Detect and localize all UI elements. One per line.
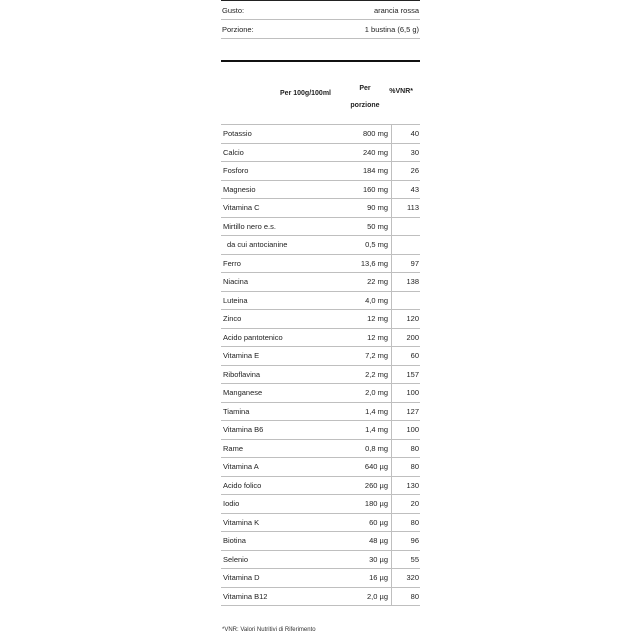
nutrient-value: 800 mg [332,125,392,143]
table-row [221,440,420,459]
table-row [221,458,420,477]
header-per-porzione-line2: porzione [350,102,380,109]
porzione-label: Porzione: [222,24,254,34]
nutrient-name: Vitamina C [223,203,260,213]
table-header [221,62,420,125]
nutrient-name: Vitamina K [223,517,260,527]
table-row [221,588,420,607]
nutrient-vnr: 60 [410,351,419,361]
table-row [221,551,420,570]
nutrient-value: 60 µg [332,514,392,532]
table-row [221,347,420,366]
nutrient-name: Biotina [223,536,246,546]
nutrient-vnr: 43 [410,184,419,194]
nutrient-value: 7,2 mg [332,347,392,365]
nutrient-value: 640 µg [332,458,392,476]
table-body [221,125,420,606]
table-row [221,181,420,200]
nutrient-name: Vitamina B6 [223,425,264,435]
table-row [221,329,420,348]
table-row [221,255,420,274]
nutrient-value: 16 µg [332,569,392,587]
footnote: *VNR: Valori Nutritivi di Riferimento [222,627,316,633]
nutrient-vnr: 97 [410,258,419,268]
table-row [221,495,420,514]
table-row [221,199,420,218]
nutrient-value: 13,6 mg [332,255,392,273]
nutrient-value: 90 mg [332,199,392,217]
nutrient-value: 22 mg [332,273,392,291]
table-row [221,532,420,551]
nutrient-value: 184 mg [332,162,392,180]
table-row [221,421,420,440]
nutrient-value: 12 mg [332,329,392,347]
nutrient-vnr: 26 [410,166,419,176]
nutrient-value: 12 mg [332,310,392,328]
nutrient-value: 4,0 mg [332,292,392,310]
table-row [221,144,420,163]
nutrient-name: Tiamina [223,406,250,416]
table-row [221,384,420,403]
nutrient-vnr: 80 [410,462,419,472]
nutrient-name: Luteina [223,295,248,305]
nutrient-vnr: 80 [410,591,419,601]
nutrient-vnr: 113 [407,203,419,213]
nutrient-name: Acido folico [223,480,262,490]
nutrient-name: Acido pantotenico [223,332,283,342]
table-row [221,477,420,496]
nutrient-name: Selenio [223,554,249,564]
gusto-label: Gusto: [222,5,245,15]
product-info [221,0,420,39]
nutrient-value: 30 µg [332,551,392,569]
nutrient-name: Calcio [223,147,244,157]
table-row [221,366,420,385]
nutrient-value: 2,0 mg [332,384,392,402]
nutrient-name: Zinco [223,314,242,324]
nutrient-vnr: 127 [406,406,419,416]
nutrient-name: Iodio [223,499,240,509]
nutrient-value: 180 µg [332,495,392,513]
nutrient-name: Ferro [223,258,241,268]
nutrient-name: Vitamina A [223,462,259,472]
header-vnr: %VNR* [389,88,413,95]
nutrient-name: da cui antocianine [227,240,288,250]
nutrient-vnr: 320 [406,573,419,583]
nutrient-vnr: 40 [410,129,419,139]
nutrient-vnr: 100 [406,388,419,398]
nutrition-table [221,60,420,606]
nutrient-value: 2,2 mg [332,366,392,384]
nutrient-name: Mirtillo nero e.s. [223,221,276,231]
nutrient-vnr: 138 [406,277,419,287]
nutrient-name: Riboflavina [223,369,261,379]
table-row [221,514,420,533]
nutrient-vnr: 157 [406,369,419,379]
table-row [221,162,420,181]
nutrient-value: 2,0 µg [332,588,392,606]
header-per-porzione [350,80,380,114]
nutrient-value: 48 µg [332,532,392,550]
nutrient-vnr: 20 [410,499,419,509]
porzione-row [221,20,420,39]
nutrient-name: Vitamina E [223,351,260,361]
nutrient-vnr: 55 [410,554,419,564]
nutrient-name: Niacina [223,277,249,287]
nutrient-value: 0,5 mg [332,236,392,254]
table-row [221,236,420,255]
nutrient-name: Vitamina D [223,573,260,583]
table-row [221,218,420,237]
porzione-value: 1 bustina (6,5 g) [364,24,419,34]
nutrient-vnr: 80 [410,443,419,453]
nutrient-value: 260 µg [332,477,392,495]
nutrient-name: Magnesio [223,184,256,194]
table-row [221,310,420,329]
table-row [221,273,420,292]
nutrient-name: Potassio [223,129,252,139]
nutrient-value: 240 mg [332,144,392,162]
nutrient-value: 1,4 mg [332,421,392,439]
nutrient-name: Rame [223,443,244,453]
nutrient-name: Fosforo [223,166,249,176]
gusto-value: arancia rossa [373,5,419,15]
nutrient-vnr: 120 [406,314,419,324]
nutrient-vnr: 100 [406,425,419,435]
nutrient-name: Manganese [223,388,263,398]
nutrient-value: 50 mg [332,218,392,236]
nutrient-value: 1,4 mg [332,403,392,421]
nutrient-vnr: 200 [406,332,419,342]
gusto-row [221,1,420,20]
table-row [221,569,420,588]
nutrient-value: 0,8 mg [332,440,392,458]
nutrient-vnr: 96 [410,536,419,546]
table-row [221,292,420,311]
header-per-porzione-line1: Per [359,85,371,92]
nutrient-value: 160 mg [332,181,392,199]
nutrient-vnr: 130 [406,480,419,490]
nutrient-name: Vitamina B12 [223,591,268,601]
table-row [221,403,420,422]
table-row [221,125,420,144]
nutrient-vnr: 80 [410,517,419,527]
header-per100: Per 100g/100ml [280,90,331,97]
nutrient-vnr: 30 [410,147,419,157]
